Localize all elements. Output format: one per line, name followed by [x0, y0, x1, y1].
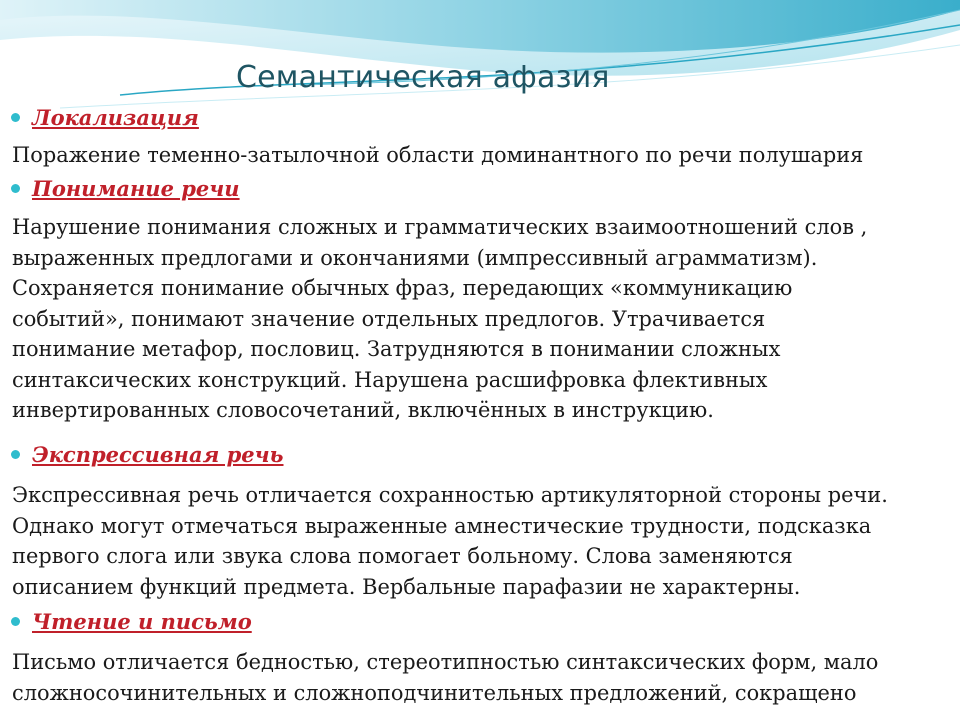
- text-line: Однако могут отмечаться выраженные амнестические трудности, подсказка: [12, 513, 872, 538]
- heading-expressive-speech: Экспрессивная речь: [32, 442, 284, 467]
- text-line: Экспрессивная речь отличается сохранностью артикуляторной стороны речи.: [12, 483, 888, 507]
- slide-title: Семантическая афазия: [236, 60, 610, 95]
- text-line: Нарушение понимания сложных и грамматических взаимоотношений слов ,: [12, 215, 868, 239]
- text-line: понимание метафор, пословиц. Затрудняются в понимании сложных: [12, 337, 781, 361]
- text-line: Письмо отличается бедностью, стереотипностью синтаксических форм, мало: [12, 650, 879, 674]
- text-line: первого слога или звука слова помогает больному. Слова заменяются: [12, 544, 793, 568]
- paragraph-localization: [12, 140, 952, 171]
- text-line: инвертированных словосочетаний, включённых в инструкцию.: [12, 398, 714, 422]
- text-line: Сохраняется понимание обычных фраз, передающих «коммуникацию: [12, 276, 793, 300]
- text-line: описанием функций предмета. Вербальные парафазии не характерны.: [12, 574, 801, 599]
- bullet-icon: [11, 617, 20, 626]
- paragraph-speech-understanding: [12, 212, 952, 426]
- bullet-icon: [11, 184, 20, 193]
- text-line: Поражение теменно-затылочной области доминантного по речи полушария: [12, 143, 864, 167]
- paragraph-expressive-speech: [12, 480, 952, 602]
- bullet-icon: [11, 113, 20, 122]
- heading-localization: Локализация: [32, 105, 199, 130]
- text-line: выраженных предлогами и окончаниями (импрессивный аграмматизм).: [12, 245, 818, 270]
- text-line: сложносочинительных и сложноподчинительных предложений, сокращено: [12, 680, 857, 705]
- heading-reading-writing: Чтение и письмо: [32, 609, 252, 634]
- text-line: событий», понимают значение отдельных предлогов. Утрачивается: [12, 306, 766, 331]
- text-line: синтаксических конструкций. Нарушена расшифровка флективных: [12, 367, 768, 392]
- paragraph-reading-writing: [12, 647, 952, 708]
- bullet-icon: [11, 450, 20, 459]
- heading-speech-understanding: Понимание речи: [32, 176, 240, 201]
